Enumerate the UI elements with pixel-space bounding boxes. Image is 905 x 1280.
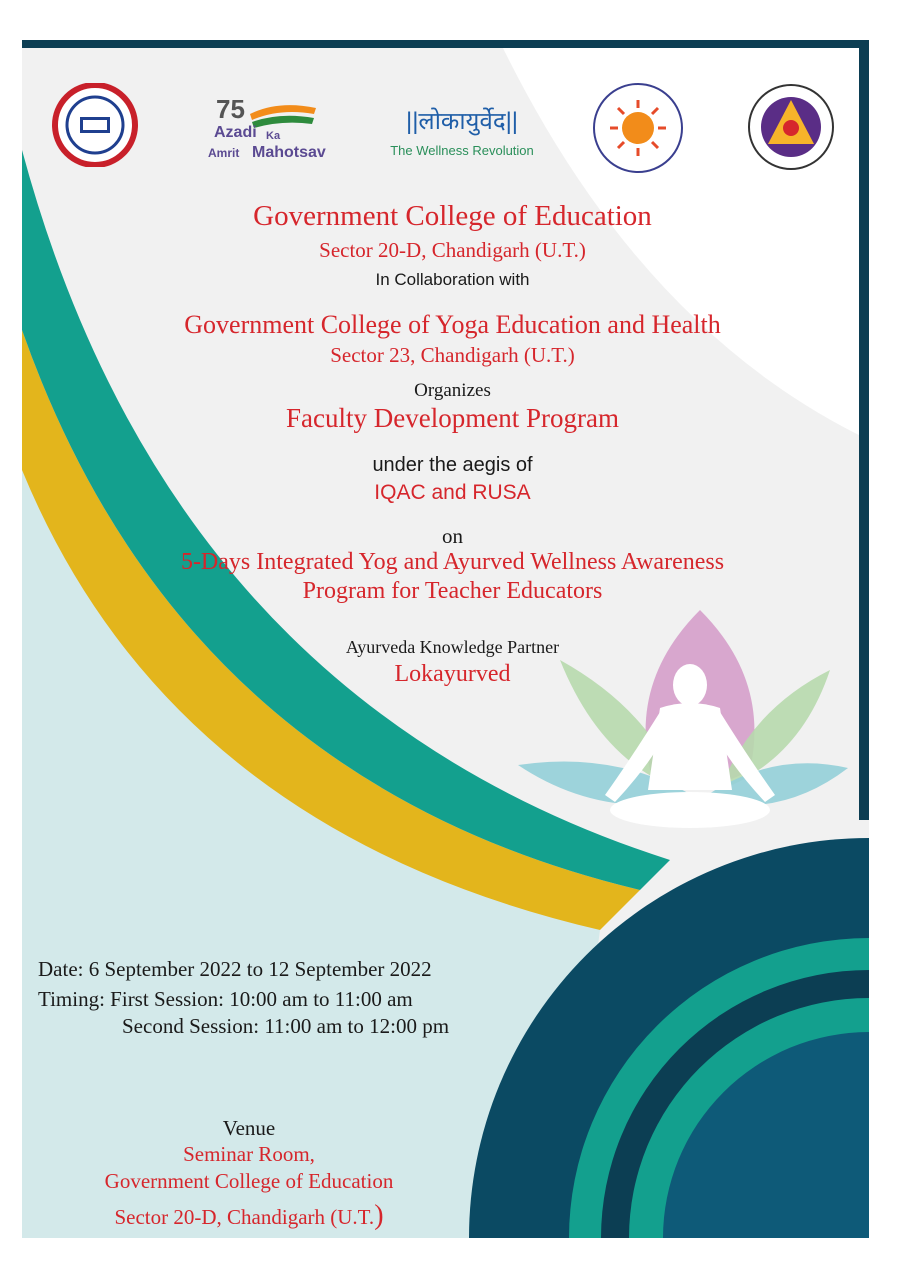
timing-second-session: Second Session: 11:00 am to 12:00 pm <box>122 1014 450 1038</box>
knowledge-partner-label: Ayurveda Knowledge Partner <box>345 637 560 657</box>
govt-college-yoga-seal-logo <box>746 82 836 172</box>
aegis-bodies: IQAC and RUSA <box>374 481 531 504</box>
topic-line-2: Program for Teacher Educators <box>302 578 603 604</box>
topic-line-1: 5-Days Integrated Yog and Ayurved Wellness Awareness <box>180 549 725 575</box>
lokayurved-logo: ||लोकायुर्वेद|| The Wellness Revolution <box>390 108 534 158</box>
college-name: Government College of Education <box>253 200 652 232</box>
college-seal-logo <box>50 83 140 167</box>
partner-college-name: Government College of Yoga Education and Health <box>184 310 721 339</box>
knowledge-partner-name: Lokayurved <box>394 661 511 687</box>
program-title: Faculty Development Program <box>286 403 619 433</box>
on-text: on <box>442 524 463 548</box>
event-date: Date: 6 September 2022 to 12 September 2022 <box>38 957 432 981</box>
organizes-text: Organizes <box>414 380 491 401</box>
timing-first-session: Timing: First Session: 10:00 am to 11:00 am <box>38 987 413 1011</box>
venue-label: Venue <box>222 1116 276 1140</box>
college-address: Sector 20-D, Chandigarh (U.T.) <box>319 238 586 262</box>
venue-line-2: Government College of Education <box>104 1169 394 1193</box>
national-higher-education-mission-logo <box>590 80 686 176</box>
partner-college-address: Sector 23, Chandigarh (U.T.) <box>330 343 575 367</box>
venue-line-1: Seminar Room, <box>183 1142 315 1166</box>
aegis-text: under the aegis of <box>372 454 533 476</box>
collab-text: In Collaboration with <box>375 270 530 289</box>
azadi-ka-amrit-mahotsav-logo: 75 Azadi Ka Amrit Mahotsav <box>208 94 326 161</box>
venue-line-3: Sector 20-D, Chandigarh (U.T.) <box>114 1200 384 1231</box>
border-top <box>22 40 869 48</box>
